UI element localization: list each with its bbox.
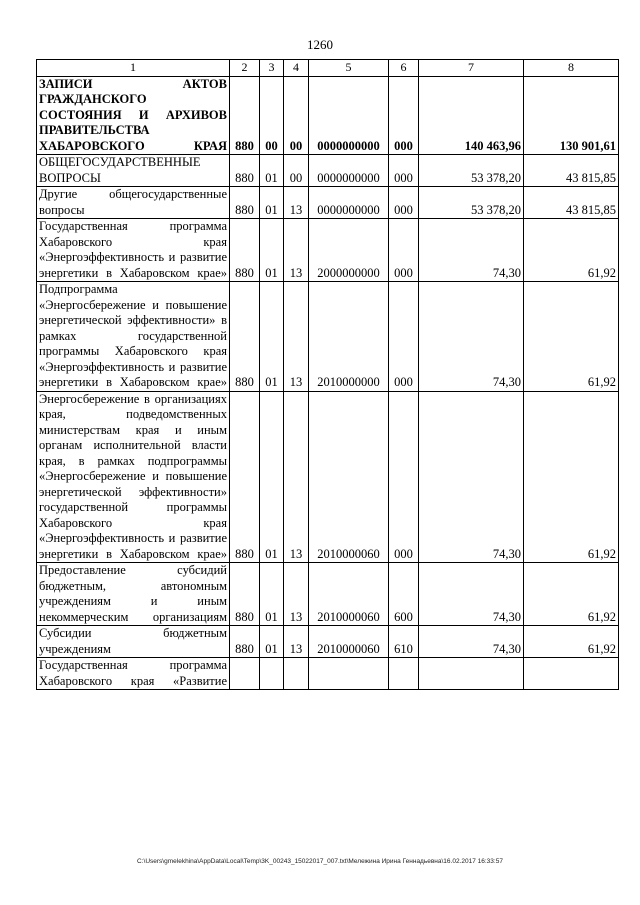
row-code-section: 01 — [260, 219, 284, 282]
table-row — [37, 391, 619, 563]
row-code-subsection: 00 — [284, 155, 309, 187]
table-row — [37, 155, 619, 187]
row-name: Государственная программа Хабаровского края «Развитие — [37, 658, 230, 690]
row-amount-plan: 140 463,96 — [419, 76, 524, 155]
row-code-expense-type: 000 — [389, 155, 419, 187]
row-code-target: 2010000060 — [309, 626, 389, 658]
row-amount-plan: 74,30 — [419, 219, 524, 282]
row-code-expense-type: 600 — [389, 563, 419, 626]
row-code-subsection: 00 — [284, 76, 309, 155]
row-code-expense-type: 610 — [389, 626, 419, 658]
row-code-ministry — [230, 658, 260, 690]
table-row — [37, 626, 619, 658]
header-col-8: 8 — [524, 60, 619, 77]
row-code-section: 00 — [260, 76, 284, 155]
row-code-target: 2010000060 — [309, 391, 389, 563]
row-amount-plan: 53 378,20 — [419, 187, 524, 219]
row-code-expense-type: 000 — [389, 282, 419, 392]
row-code-subsection — [284, 658, 309, 690]
row-amount-actual: 61,92 — [524, 219, 619, 282]
row-amount-plan: 74,30 — [419, 626, 524, 658]
row-code-expense-type: 000 — [389, 219, 419, 282]
row-amount-actual: 61,92 — [524, 563, 619, 626]
row-code-section: 01 — [260, 626, 284, 658]
header-col-4: 4 — [284, 60, 309, 77]
table-row — [37, 219, 619, 282]
row-amount-actual: 43 815,85 — [524, 155, 619, 187]
row-name: ЗАПИСИ АКТОВ ГРАЖДАНСКОГО СОСТОЯНИЯ И АРХИВОВ ПРАВИТЕЛЬСТВА ХАБАРОВСКОГО КРАЯ — [37, 76, 230, 155]
row-amount-plan: 74,30 — [419, 282, 524, 392]
row-code-ministry: 880 — [230, 282, 260, 392]
row-name: Подпрограмма «Энергосбережение и повышение энергетической эффективности» в рамках государственной программы Хабаровского края «Энергоэффективность и развитие энергетики в Хабаровском крае» — [37, 282, 230, 392]
header-col-3: 3 — [260, 60, 284, 77]
budget-table — [36, 59, 619, 690]
header-col-6: 6 — [389, 60, 419, 77]
row-name: Другие общегосударственные вопросы — [37, 187, 230, 219]
row-code-ministry: 880 — [230, 155, 260, 187]
row-code-section: 01 — [260, 391, 284, 563]
row-code-target: 0000000000 — [309, 187, 389, 219]
row-code-section: 01 — [260, 563, 284, 626]
header-col-5: 5 — [309, 60, 389, 77]
row-code-target: 2000000000 — [309, 219, 389, 282]
header-col-1: 1 — [37, 60, 230, 77]
row-name: Энергосбережение в организациях края, подведомственных министерствам края и иным органам исполнительной власти края, в рамках подпрограммы «Энергосбережение и повышение энергетической эффективности» государственной программы Хабаровского края «Энергоэффективность и развитие энергетики в Хабаровском крае» — [37, 391, 230, 563]
row-code-subsection: 13 — [284, 219, 309, 282]
row-name: Государственная программа Хабаровского края «Энергоэффективность и развитие энергетики в Хабаровском крае» — [37, 219, 230, 282]
row-amount-plan: 74,30 — [419, 391, 524, 563]
table-row — [37, 187, 619, 219]
row-code-ministry: 880 — [230, 563, 260, 626]
row-code-subsection: 13 — [284, 282, 309, 392]
row-code-target: 0000000000 — [309, 155, 389, 187]
page-number: 1260 — [307, 37, 333, 52]
row-code-subsection: 13 — [284, 563, 309, 626]
row-code-ministry: 880 — [230, 76, 260, 155]
row-code-subsection: 13 — [284, 626, 309, 658]
row-code-ministry: 880 — [230, 187, 260, 219]
row-name: ОБЩЕГОСУДАРСТВЕННЫЕ ВОПРОСЫ — [37, 155, 230, 187]
row-code-ministry: 880 — [230, 626, 260, 658]
row-code-subsection: 13 — [284, 391, 309, 563]
row-code-section: 01 — [260, 282, 284, 392]
row-amount-actual: 61,92 — [524, 391, 619, 563]
header-col-2: 2 — [230, 60, 260, 77]
row-code-expense-type: 000 — [389, 187, 419, 219]
row-name: Предоставление субсидий бюджетным, автономным учреждениям и иным некоммерческим организациям — [37, 563, 230, 626]
row-amount-actual — [524, 658, 619, 690]
row-code-ministry: 880 — [230, 219, 260, 282]
row-code-target: 2010000060 — [309, 563, 389, 626]
table-row — [37, 76, 619, 155]
row-amount-plan: 53 378,20 — [419, 155, 524, 187]
row-code-section: 01 — [260, 155, 284, 187]
row-code-target: 0000000000 — [309, 76, 389, 155]
row-amount-plan — [419, 658, 524, 690]
row-code-section: 01 — [260, 187, 284, 219]
table-row — [37, 563, 619, 626]
row-code-section — [260, 658, 284, 690]
row-code-ministry: 880 — [230, 391, 260, 563]
row-amount-actual: 61,92 — [524, 626, 619, 658]
row-code-expense-type: 000 — [389, 76, 419, 155]
table-row — [37, 658, 619, 690]
row-code-expense-type: 000 — [389, 391, 419, 563]
row-code-target: 2010000000 — [309, 282, 389, 392]
row-code-subsection: 13 — [284, 187, 309, 219]
row-code-expense-type — [389, 658, 419, 690]
row-name: Субсидии бюджетным учреждениям — [37, 626, 230, 658]
row-amount-actual: 61,92 — [524, 282, 619, 392]
file-path-footer: C:\Users\gmelekhina\AppData\Local\Temp\3K_00243_15022017_007.txt\Мележина Ирина Геннадьевна\16.02.2017 16:33:57 — [137, 858, 503, 865]
row-amount-actual: 43 815,85 — [524, 187, 619, 219]
row-amount-plan: 74,30 — [419, 563, 524, 626]
header-col-7: 7 — [419, 60, 524, 77]
row-amount-actual: 130 901,61 — [524, 76, 619, 155]
table-header-row — [37, 60, 619, 77]
table-row — [37, 282, 619, 392]
row-code-target — [309, 658, 389, 690]
